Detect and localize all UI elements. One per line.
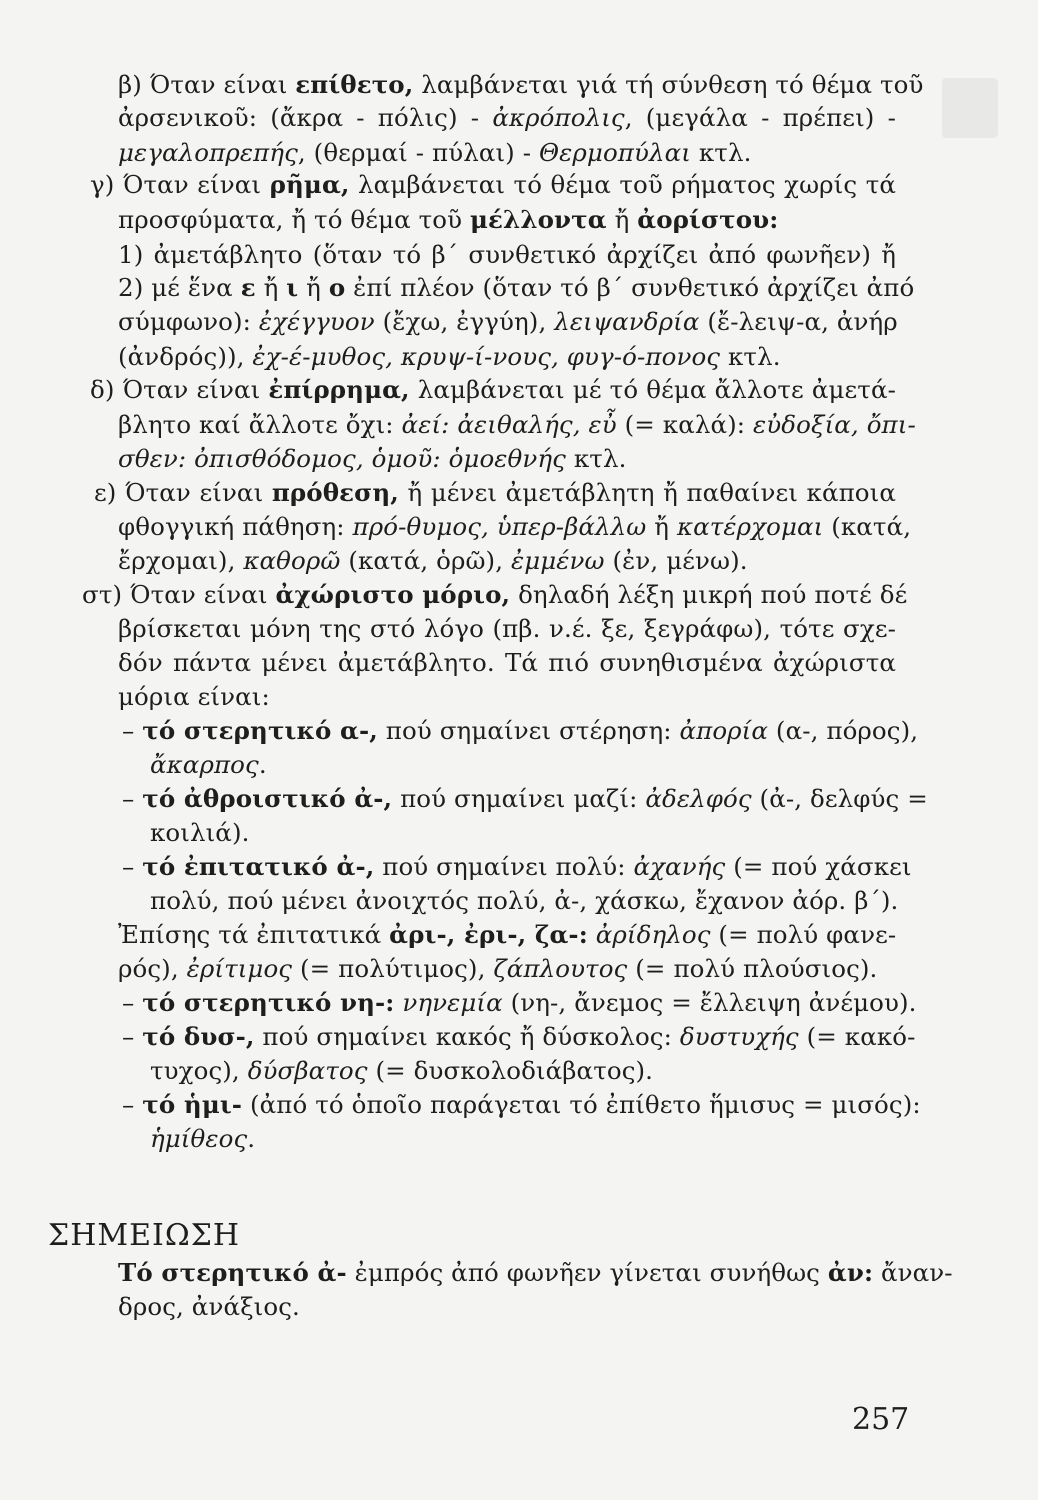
page-number: 257	[852, 1402, 910, 1437]
text-line	[118, 307, 896, 337]
bold-term: ἀχώριστο μόριο,	[275, 580, 511, 609]
text-segment: .	[247, 1124, 256, 1153]
text-segment: –	[122, 784, 143, 813]
text-segment: δ) Όταν είναι	[90, 375, 269, 404]
bold-term: ἐπίρρημα,	[268, 375, 410, 404]
text-line	[82, 580, 908, 610]
text-line	[118, 512, 912, 542]
text-segment: (κατά,	[823, 512, 912, 541]
text-line	[94, 478, 896, 508]
italic-example: ἀπορία	[679, 716, 769, 745]
text-line	[122, 1022, 916, 1052]
text-line	[122, 716, 919, 746]
italic-example: σθεν: ὀπισθόδομος, ὁμοῦ: ὁμοεθνής	[118, 444, 566, 473]
text-segment: ἤ	[606, 205, 638, 234]
bold-term: τό στερητικό νη-:	[142, 988, 395, 1017]
bold-term: πρόθεση,	[271, 478, 399, 507]
text-segment: πού σημαίνει μαζί:	[392, 784, 646, 813]
text-segment: δρος, ἀνάξιος.	[118, 1292, 300, 1321]
text-line	[118, 682, 270, 712]
text-line	[150, 886, 899, 916]
italic-example: καθορῶ	[243, 546, 341, 575]
text-segment: (ἔ-λειψ-α, ἀνήρ	[699, 307, 898, 336]
bold-term: επίθετο,	[295, 70, 414, 99]
bleed-through-mark	[942, 78, 998, 138]
text-segment: πολύ, πού μένει ἀνοιχτός πολύ, ἀ-, χάσκω, ἔχανον ἀόρ. β΄).	[150, 886, 899, 915]
text-segment: πού σημαίνει πολύ:	[374, 852, 634, 881]
italic-example: νηνεμία	[402, 988, 503, 1017]
text-line	[118, 103, 896, 133]
text-segment: (ἀ-, δελφύς =	[751, 784, 928, 813]
italic-example: ἀρίδηλος	[595, 920, 711, 949]
text-segment: βρίσκεται μόνη της στό λόγο (πβ. ν.έ. ξε, ξεγράφω), τότε σχε-	[118, 614, 896, 643]
text-line	[118, 70, 924, 100]
bold-term: τό στερητικό α-,	[142, 716, 378, 745]
text-line	[118, 410, 916, 440]
text-segment: (α-, πόρος),	[768, 716, 919, 745]
text-segment: κοιλιά).	[150, 818, 250, 847]
text-segment: λαμβάνεται γιά τή σύνθεση τό θέμα τοῦ	[413, 70, 924, 99]
text-segment: (= πολύ πλούσιος).	[627, 954, 878, 983]
italic-example: πρό-θυμος, ὑπερ-βάλλω	[352, 512, 647, 541]
italic-example: ἐμμένω	[511, 546, 605, 575]
text-segment: λαμβάνεται τό θέμα τοῦ ρήματος χωρίς τά	[349, 170, 896, 199]
text-line	[122, 852, 912, 882]
bold-term: ε	[240, 273, 256, 302]
text-segment: (= καλά):	[616, 410, 754, 439]
text-line	[118, 342, 781, 372]
text-segment: γ) Όταν είναι	[90, 170, 270, 199]
text-segment: ἤ	[298, 273, 329, 302]
text-segment: Ἐπίσης τά ἐπιτατικά	[118, 920, 390, 949]
text-line	[150, 818, 250, 848]
text-line	[118, 546, 748, 576]
text-segment: (= κακό-	[798, 1022, 916, 1051]
text-segment: –	[122, 852, 143, 881]
text-segment: (κατά, ὁρῶ),	[340, 546, 511, 575]
text-segment: (= πού χάσκει	[725, 852, 912, 881]
bold-term: ἀρι-, ἐρι-, ζα-:	[389, 920, 588, 949]
italic-example: ἐρίτιμος	[186, 954, 293, 983]
bold-term: τό ἀθροιστικό ἀ-,	[142, 784, 393, 813]
text-segment: –	[122, 1022, 143, 1051]
text-line	[90, 170, 896, 200]
text-segment: ἄναν-	[873, 1258, 953, 1287]
text-segment: (νη-, ἄνεμος = ἔλλειψη ἀνέμου).	[502, 988, 917, 1017]
text-segment: φθογγική πάθηση:	[118, 512, 353, 541]
italic-example: δυστυχής	[679, 1022, 799, 1051]
text-segment: ἀρσενικοῦ: (ἄκρα - πόλις) -	[118, 103, 493, 132]
text-segment: ρός),	[118, 954, 187, 983]
italic-example: ἐχ-έ-μυθος, κρυψ-ί-νους, φυγ-ό-πονος	[252, 342, 721, 371]
text-segment: β) Όταν είναι	[118, 70, 296, 99]
text-line	[118, 920, 896, 950]
bold-term: ι	[286, 273, 299, 302]
italic-example: ἀδελφός	[645, 784, 752, 813]
bold-term: τό ἐπιτατικό ἀ-,	[142, 852, 375, 881]
bold-term: τό ἡμι-	[142, 1090, 243, 1119]
bold-term: ρῆμα,	[269, 170, 350, 199]
italic-example: κατέρχομαι	[676, 512, 824, 541]
text-line	[118, 138, 751, 168]
italic-example: ζάπλουτος	[493, 954, 628, 983]
text-segment: ἤ	[646, 512, 677, 541]
text-line	[90, 375, 896, 405]
text-segment: δηλαδή λέξη μικρή πού ποτέ δέ	[510, 580, 908, 609]
text-segment: δόν πάντα μένει ἀμετάβλητο. Τά πιό συνηθισμένα ἀχώριστα	[118, 648, 896, 677]
text-line	[122, 988, 917, 1018]
text-line	[150, 1124, 255, 1154]
text-segment	[588, 920, 596, 949]
bold-term: ο	[328, 273, 346, 302]
text-segment: .	[258, 750, 267, 779]
text-line	[118, 1292, 300, 1322]
text-segment: στ) Όταν είναι	[82, 580, 276, 609]
text-segment: (ἐν, μένω).	[604, 546, 748, 575]
text-segment: μόρια είναι:	[118, 682, 270, 711]
bold-term: ἀν:	[827, 1258, 874, 1287]
text-segment: κτλ.	[720, 342, 781, 371]
text-segment: προσφύματα, ἤ τό θέμα τοῦ	[118, 205, 471, 234]
text-line	[118, 1258, 953, 1288]
text-segment: , (θερμαί - πύλαι) -	[297, 138, 539, 167]
text-segment: –	[122, 988, 143, 1017]
text-segment: (ἀνδρός)),	[118, 342, 253, 371]
text-segment: ἤ	[255, 273, 287, 302]
text-line	[118, 954, 877, 984]
text-line	[118, 205, 778, 235]
text-segment: (= πολύ φανε-	[710, 920, 897, 949]
italic-example: λειψανδρία	[554, 307, 700, 336]
text-segment: ἐμπρός ἀπό φωνῆεν γίνεται συνήθως	[346, 1258, 828, 1287]
text-line	[118, 444, 626, 474]
text-segment: (= δυσκολοδιάβατος).	[367, 1056, 654, 1085]
text-segment: (ἔχω, ἐγγύη),	[374, 307, 555, 336]
italic-example: Θερμοπύλαι	[539, 138, 691, 167]
bold-term: μέλλοντα	[470, 205, 607, 234]
text-line	[118, 648, 896, 678]
italic-example: ἡμίθεος	[150, 1124, 248, 1153]
text-segment: ἤ μένει ἀμετάβλητη ἤ παθαίνει κάποια	[398, 478, 896, 507]
text-segment: ε) Όταν είναι	[94, 478, 272, 507]
text-segment: βλητο καί ἄλλοτε ὄχι:	[118, 410, 402, 439]
text-line	[118, 273, 915, 303]
text-line	[150, 1056, 653, 1086]
note-title: ΣΗΜΕΙΩΣΗ	[48, 1218, 241, 1253]
text-segment: κτλ.	[565, 444, 627, 473]
text-segment: –	[122, 716, 143, 745]
bold-term: τό δυσ-,	[142, 1022, 255, 1051]
text-segment: πού σημαίνει στέρηση:	[377, 716, 680, 745]
text-segment: λαμβάνεται μέ τό θέμα ἄλλοτε ἀμετά-	[409, 375, 896, 404]
italic-example: εὐδοξία, ὄπι-	[753, 410, 916, 439]
italic-example: ἄκαρπος	[150, 750, 259, 779]
bold-term: ἀορίστου:	[637, 205, 779, 234]
bold-term: Τό στερητικό ἀ-	[118, 1258, 347, 1287]
text-segment: ἐπί πλέον (ὅταν τό β΄ συνθετικό ἀρχίζει ἀπό	[345, 273, 915, 302]
text-segment: πού σημαίνει κακός ἤ δύσκολος:	[254, 1022, 680, 1051]
text-segment: τυχος),	[150, 1056, 248, 1085]
italic-example: ἐχέγγυον	[258, 307, 375, 336]
text-segment: κτλ.	[690, 138, 752, 167]
text-line	[118, 614, 896, 644]
text-segment: , (μεγάλα - πρέπει) -	[624, 103, 896, 132]
text-segment: (= πολύτιμος),	[292, 954, 494, 983]
text-line	[150, 750, 267, 780]
italic-example: δύσβατος	[247, 1056, 368, 1085]
text-segment: 2) μέ ἕνα	[118, 273, 241, 302]
italic-example: ἀεί: ἀειθαλής, εὖ	[401, 410, 617, 439]
text-line	[118, 240, 896, 270]
italic-example: ἀκρόπολις	[492, 103, 625, 132]
text-line	[122, 784, 928, 814]
text-segment: ἔρχομαι),	[118, 546, 244, 575]
text-segment: 1) ἀμετάβλητο (ὅταν τό β΄ συνθετικό ἀρχίζει ἀπό φωνῆεν) ἤ	[118, 240, 896, 269]
text-segment: –	[122, 1090, 143, 1119]
italic-example: ἀχανής	[633, 852, 726, 881]
italic-example: μεγαλοπρεπής	[118, 138, 298, 167]
text-segment: σύμφωνο):	[118, 307, 259, 336]
text-segment: (ἀπό τό ὁποῖο παράγεται τό ἐπίθετο ἥμισυς = μισός):	[242, 1090, 921, 1119]
text-line	[122, 1090, 921, 1120]
